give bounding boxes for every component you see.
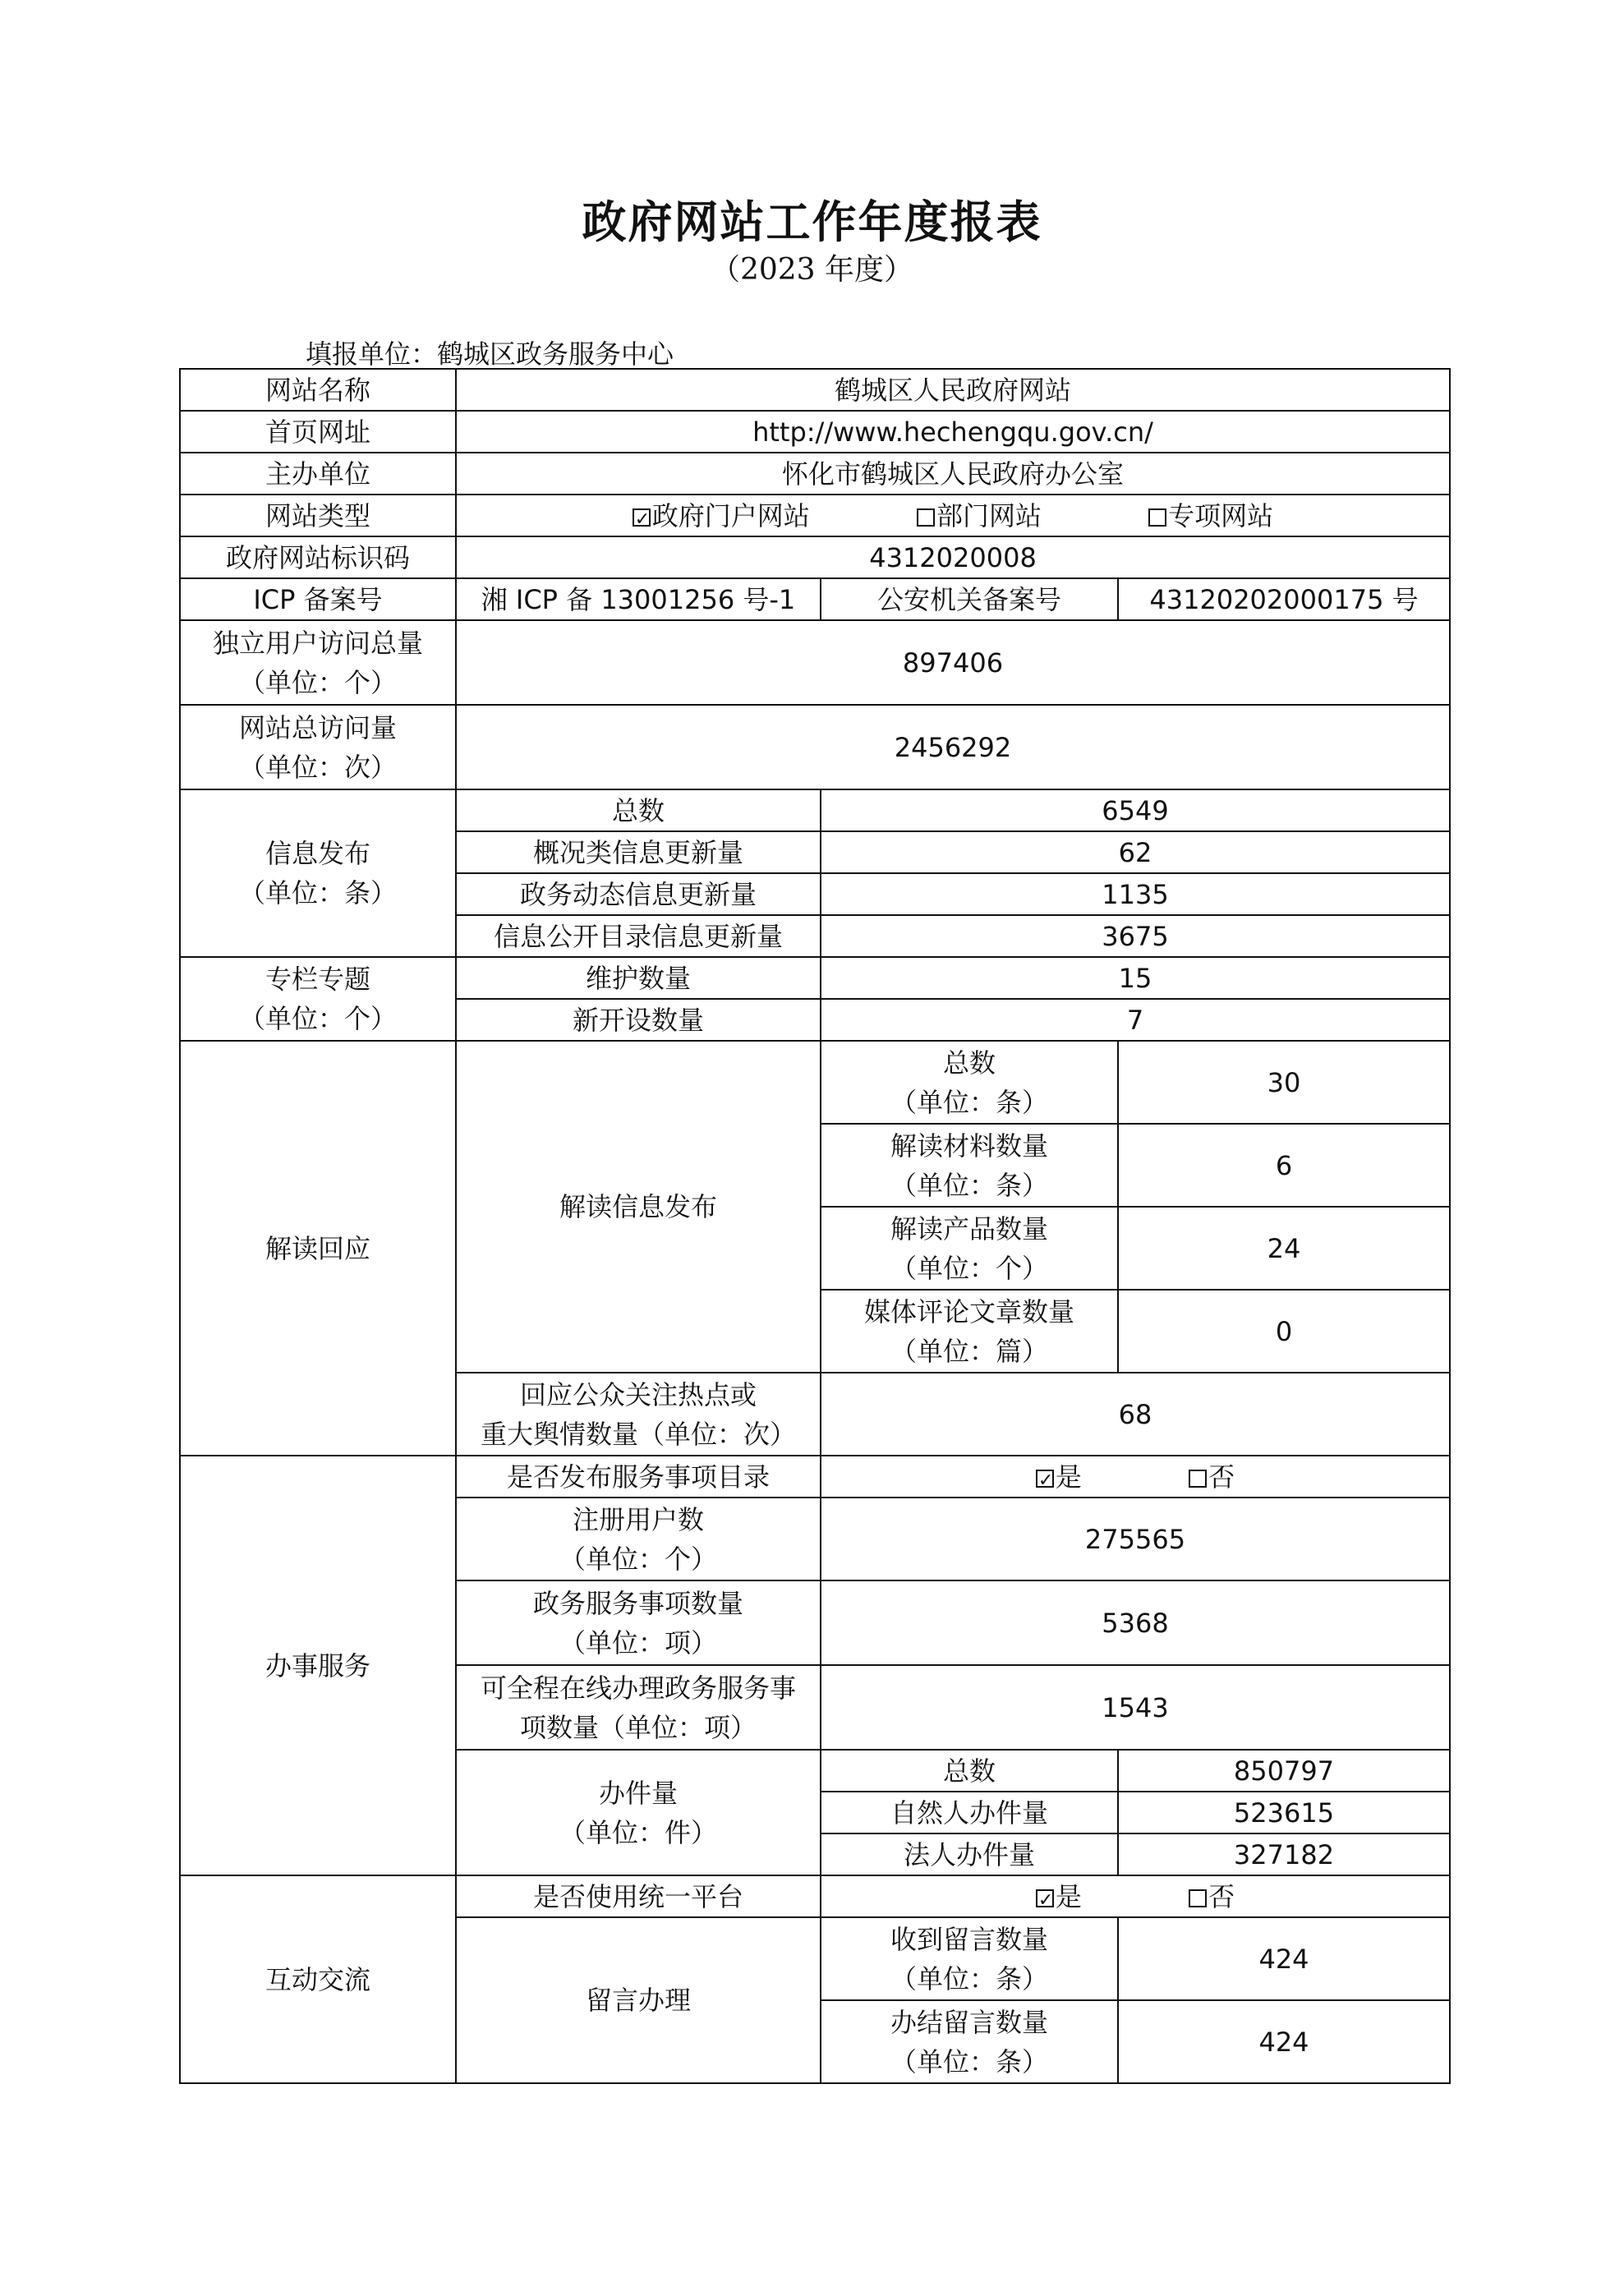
option-yes: ✓ 是	[1036, 1877, 1082, 1916]
sponsor-value: 怀化市鹤城区人民政府办公室	[456, 453, 1450, 495]
uv-value: 897406	[456, 620, 1450, 705]
pv-value: 2456292	[456, 705, 1450, 789]
interpret-row-value: 0	[1118, 1290, 1450, 1373]
site-type-label: 网站类型	[180, 495, 456, 536]
cases-row-value: 327182	[1118, 1833, 1450, 1875]
table-row	[180, 453, 1450, 495]
platform-options	[821, 1875, 1450, 1917]
type-option-portal: ✓ 政府门户网站	[633, 496, 810, 536]
checkbox-empty-icon	[1148, 508, 1166, 527]
info-row-label: 政务动态信息更新量	[456, 873, 821, 915]
table-row	[180, 957, 1450, 999]
id-code-value: 4312020008	[456, 536, 1450, 578]
cases-row-label: 自然人办件量	[821, 1792, 1118, 1833]
interpret-publish-label: 解读信息发布	[456, 1041, 821, 1373]
interpret-row-label: 总数 （单位：条）	[821, 1041, 1118, 1124]
type-option-special: 专项网站	[1148, 496, 1273, 536]
icp-value: 湘 ICP 备 13001256 号-1	[456, 578, 821, 620]
message-row-label: 办结留言数量 （单位：条）	[821, 2000, 1118, 2083]
message-row-value: 424	[1118, 2000, 1450, 2083]
info-row-label: 信息公开目录信息更新量	[456, 915, 821, 957]
police-label: 公安机关备案号	[821, 578, 1118, 620]
pv-label: 网站总访问量 （单位：次）	[180, 705, 456, 789]
table-row	[180, 1041, 1450, 1124]
users-value: 275565	[821, 1498, 1450, 1580]
police-value: 43120202000175 号	[1118, 578, 1450, 620]
table-row	[180, 411, 1450, 453]
info-row-value: 62	[821, 831, 1450, 873]
table-row	[180, 705, 1450, 789]
columns-row-value: 7	[821, 999, 1450, 1041]
checkbox-checked-icon	[633, 508, 651, 527]
cases-row-value: 850797	[1118, 1750, 1450, 1792]
interpret-row-value: 6	[1118, 1124, 1450, 1207]
users-label: 注册用户数 （单位：个）	[456, 1498, 821, 1580]
homepage-label: 首页网址	[180, 411, 456, 453]
columns-row-label: 新开设数量	[456, 999, 821, 1041]
site-name-value: 鹤城区人民政府网站	[456, 369, 1450, 411]
table-row	[180, 536, 1450, 578]
table-row	[180, 369, 1450, 411]
cases-row-value: 523615	[1118, 1792, 1450, 1833]
table-row	[180, 495, 1450, 536]
option-no: 否	[1189, 1877, 1235, 1916]
info-row-value: 6549	[821, 789, 1450, 831]
message-row-label: 收到留言数量 （单位：条）	[821, 1917, 1118, 2000]
columns-row-label: 维护数量	[456, 957, 821, 999]
report-year: （2023 年度）	[710, 253, 914, 287]
report-table	[179, 368, 1451, 2084]
info-row-label: 总数	[456, 789, 821, 831]
catalog-options	[821, 1456, 1450, 1498]
interaction-label: 互动交流	[180, 1875, 456, 2083]
report-title: 政府网站工作年度报表	[582, 196, 1042, 248]
interpret-row-value: 24	[1118, 1207, 1450, 1290]
checkbox-empty-icon	[1189, 1889, 1207, 1907]
checkbox-empty-icon	[917, 508, 935, 527]
info-row-value: 1135	[821, 873, 1450, 915]
items-value: 5368	[821, 1580, 1450, 1665]
response-value: 68	[821, 1373, 1450, 1456]
checkbox-checked-icon	[1036, 1889, 1054, 1907]
online-value: 1543	[821, 1665, 1450, 1750]
table-row	[180, 1456, 1450, 1498]
option-yes: ✓ 是	[1036, 1457, 1082, 1497]
online-label: 可全程在线办理政务服务事 项数量（单位：项）	[456, 1665, 821, 1750]
info-row-label: 概况类信息更新量	[456, 831, 821, 873]
homepage-url: http://www.hechengqu.gov.cn/	[456, 411, 1450, 453]
table-row	[180, 1875, 1450, 1917]
sponsor-label: 主办单位	[180, 453, 456, 495]
id-code-label: 政府网站标识码	[180, 536, 456, 578]
site-name-label: 网站名称	[180, 369, 456, 411]
interpret-row-value: 30	[1118, 1041, 1450, 1124]
catalog-label: 是否发布服务事项目录	[456, 1456, 821, 1498]
cases-row-label: 法人办件量	[821, 1833, 1118, 1875]
interpret-row-label: 媒体评论文章数量 （单位：篇）	[821, 1290, 1118, 1373]
columns-label: 专栏专题 （单位：个）	[180, 957, 456, 1041]
cases-label: 办件量 （单位：件）	[456, 1750, 821, 1875]
cases-row-label: 总数	[821, 1750, 1118, 1792]
filler-unit: 填报单位：鹤城区政务服务中心	[306, 338, 674, 370]
columns-row-value: 15	[821, 957, 1450, 999]
info-publish-label: 信息发布 （单位：条）	[180, 789, 456, 957]
table-row	[180, 789, 1450, 831]
message-row-value: 424	[1118, 1917, 1450, 2000]
response-label: 回应公众关注热点或 重大舆情数量（单位：次）	[456, 1373, 821, 1456]
option-no: 否	[1189, 1457, 1235, 1497]
site-type-options	[456, 495, 1450, 536]
type-option-department: 部门网站	[917, 496, 1042, 536]
services-label: 办事服务	[180, 1456, 456, 1875]
info-row-value: 3675	[821, 915, 1450, 957]
interpret-row-label: 解读材料数量 （单位：条）	[821, 1124, 1118, 1207]
platform-label: 是否使用统一平台	[456, 1875, 821, 1917]
uv-label: 独立用户访问总量 （单位：个）	[180, 620, 456, 705]
icp-label: ICP 备案号	[180, 578, 456, 620]
table-row	[180, 620, 1450, 705]
message-label: 留言办理	[456, 1917, 821, 2083]
items-label: 政务服务事项数量 （单位：项）	[456, 1580, 821, 1665]
table-row	[180, 578, 1450, 620]
interpret-label: 解读回应	[180, 1041, 456, 1456]
interpret-row-label: 解读产品数量 （单位：个）	[821, 1207, 1118, 1290]
checkbox-checked-icon	[1036, 1470, 1054, 1488]
checkbox-empty-icon	[1189, 1470, 1207, 1488]
